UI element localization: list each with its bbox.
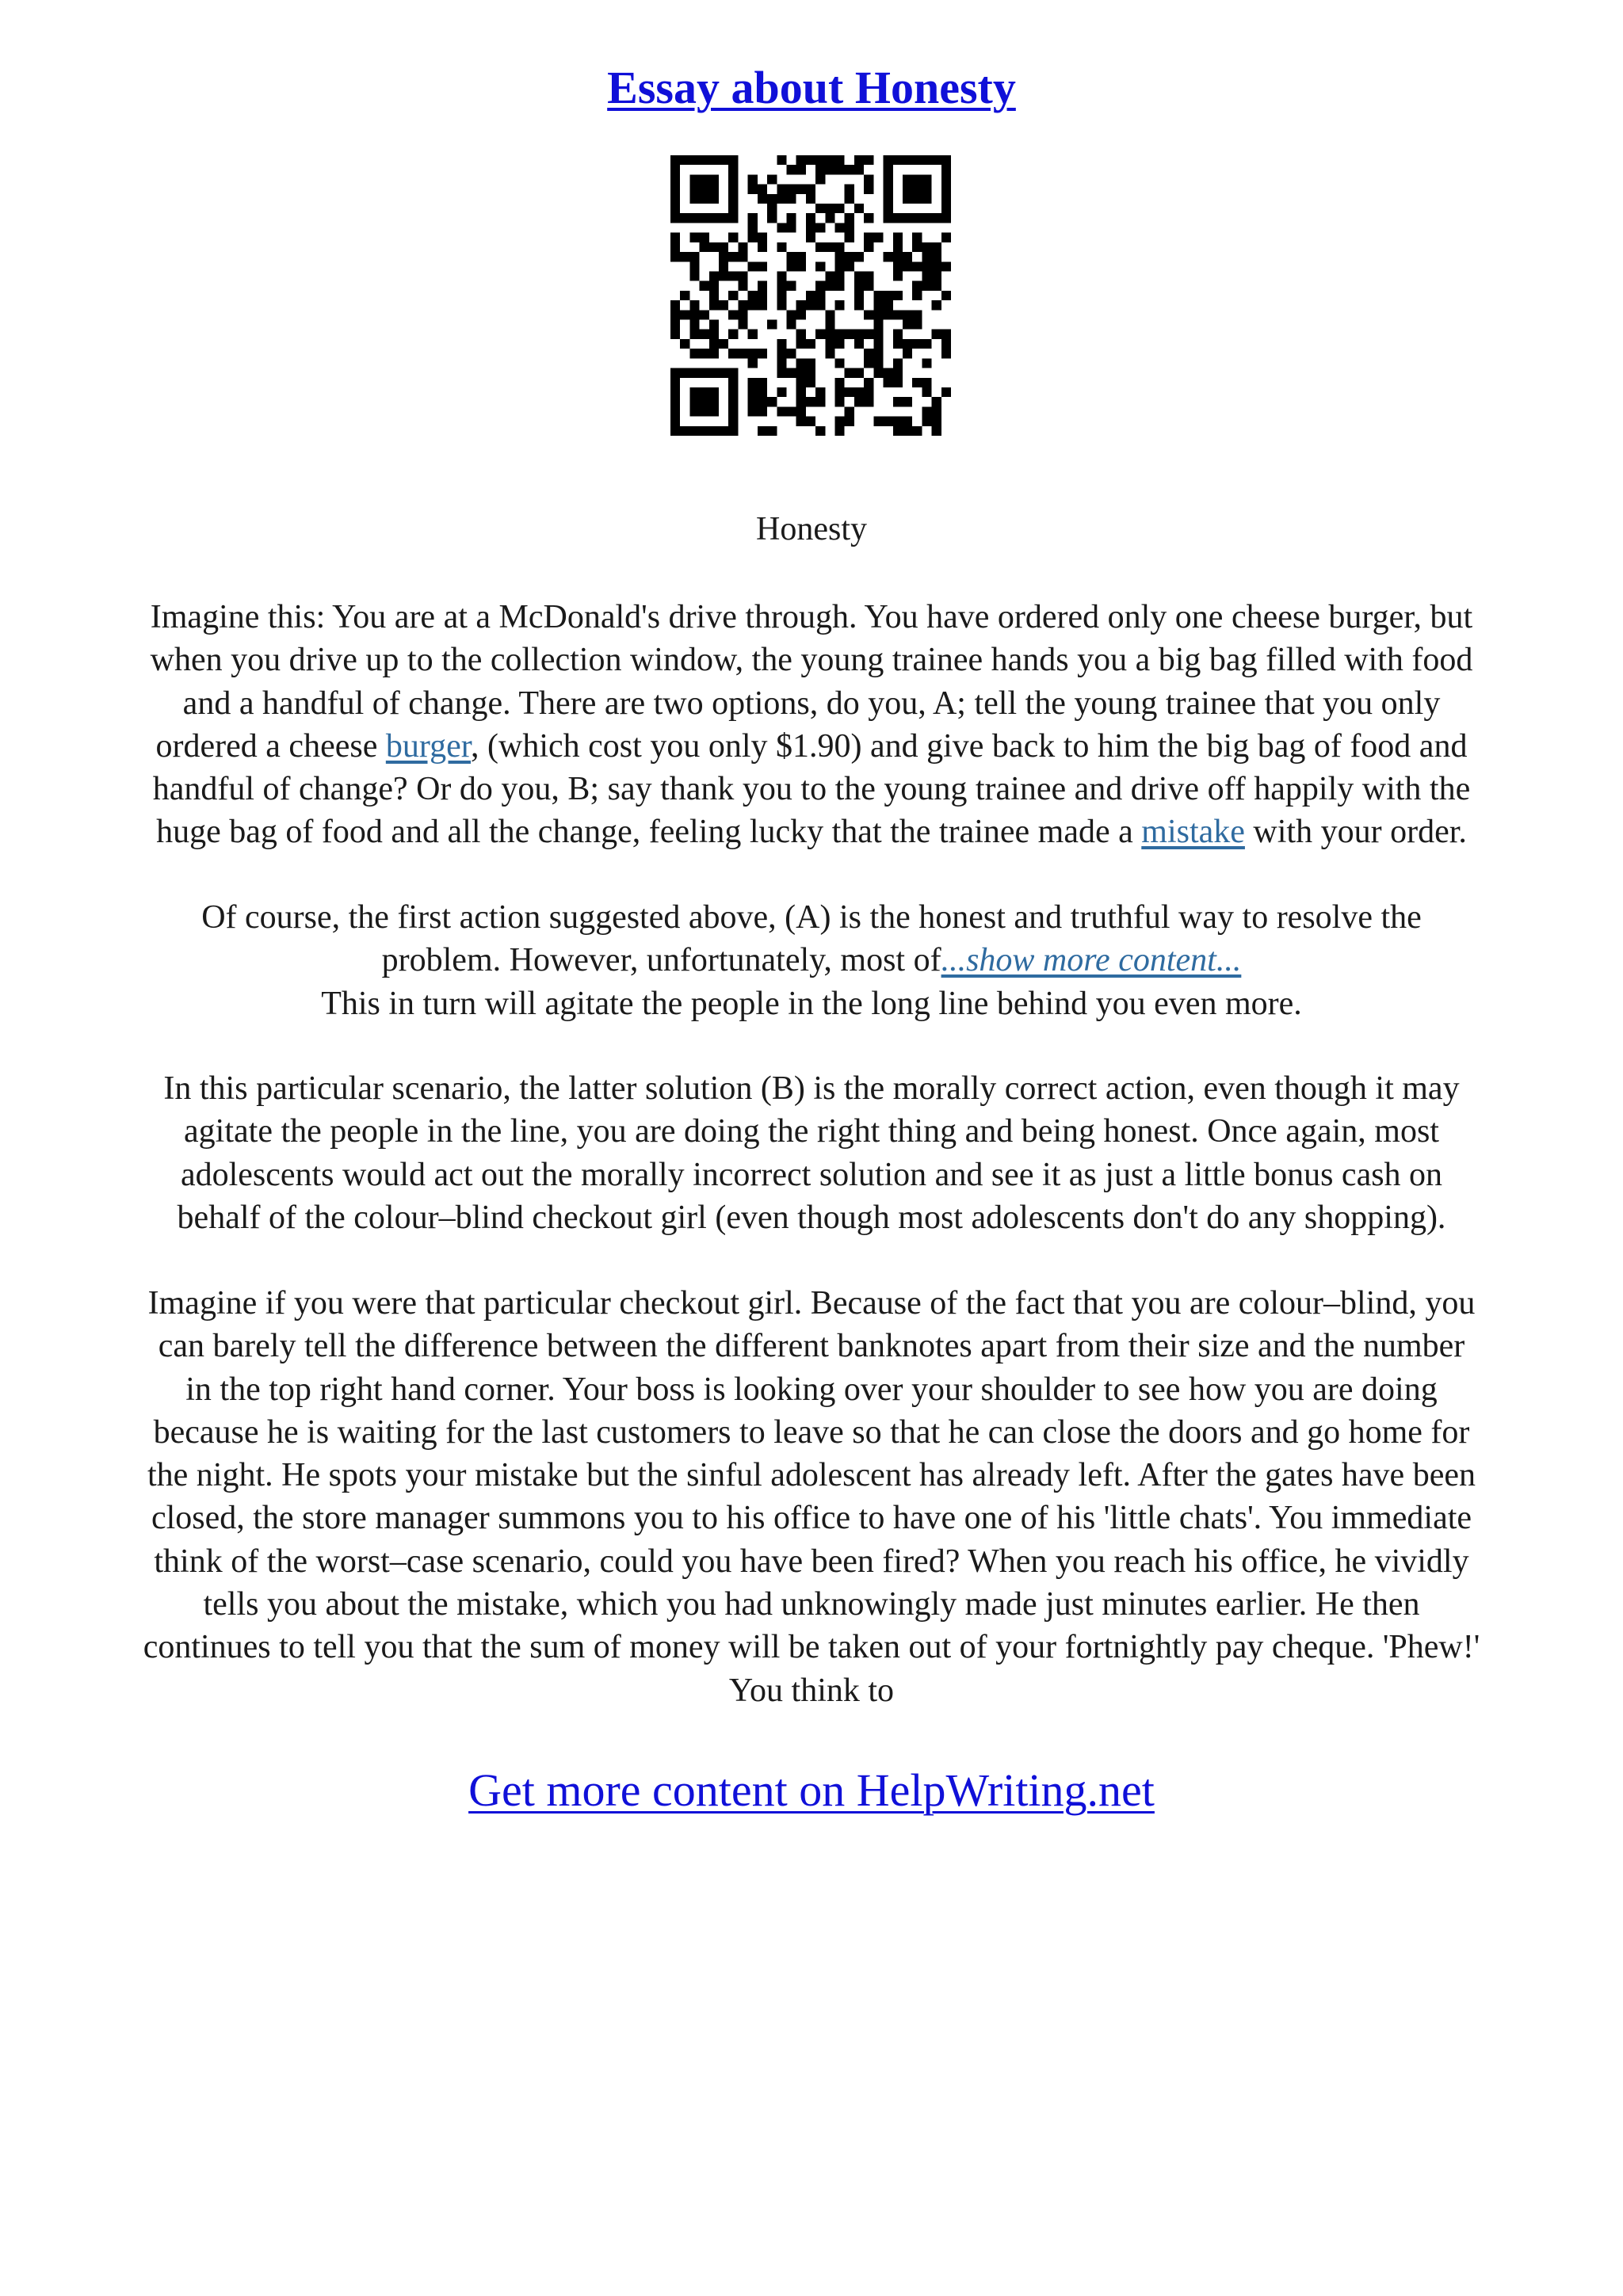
paragraph-line: closed, the store manager summons you to his office to have one of his 'little chats'. You immediate — [151, 1500, 1472, 1537]
paragraph-line: problem. However, unfortunately, most of...show more content... — [381, 942, 1242, 979]
essay-paragraph — [48, 596, 1575, 854]
essay-paragraph — [48, 896, 1575, 1025]
paragraph-line: think of the worst–case scenario, could you have been fired? When you reach his office, he vividly — [154, 1543, 1469, 1580]
paragraph-line: agitate the people in the line, you are doing the right thing and being honest. Once again, most — [184, 1113, 1439, 1150]
essay-subtitle: Honesty — [756, 511, 867, 547]
paragraph-line: tells you about the mistake, which you had unknowingly made just minutes earlier. He then — [203, 1586, 1420, 1623]
paragraph-line: You think to — [728, 1672, 895, 1709]
paragraph-line: and a handful of change. There are two options, do you, A; tell the young trainee that you only — [182, 685, 1441, 722]
paragraph-line: huge bag of food and all the change, feeling lucky that the trainee made a mistake with your order. — [156, 814, 1467, 851]
paragraph-line: continues to tell you that the sum of money will be taken out of your fortnightly pay cheque. 'Phew!' — [143, 1629, 1480, 1666]
get-more-content-link[interactable]: Get more content on HelpWriting.net — [468, 1764, 1155, 1816]
paragraph-line: when you drive up to the collection window, the young trainee hands you a big bag filled with food — [150, 642, 1473, 679]
paragraph-line: in the top right hand corner. Your boss is looking over your shoulder to see how you are doing — [185, 1371, 1438, 1408]
title-link[interactable]: Essay about Honesty — [607, 62, 1016, 113]
paragraph-line: handful of change? Or do you, B; say thank you to the young trainee and drive off happily with the — [152, 771, 1471, 808]
paragraph-line: In this particular scenario, the latter solution (B) is the morally correct action, even though it may — [163, 1070, 1460, 1107]
paragraph-line: Imagine if you were that particular checkout girl. Because of the fact that you are colour–blind, you — [147, 1285, 1476, 1322]
paragraph-line: This in turn will agitate the people in the long line behind you even more. — [321, 985, 1302, 1022]
paragraph-line: adolescents would act out the morally incorrect solution and see it as just a little bonus cash on — [180, 1156, 1443, 1193]
page-title — [0, 57, 1623, 119]
qr-code-icon — [670, 155, 951, 436]
essay-paragraph — [48, 1067, 1575, 1239]
footer — [0, 1760, 1623, 1821]
show-more-link[interactable]: ...show more content... — [941, 942, 1242, 979]
paragraph-line: Of course, the first action suggested above, (A) is the honest and truthful way to resolve the — [201, 899, 1422, 936]
mistake-link[interactable]: mistake — [1141, 814, 1245, 851]
essay-paragraph — [48, 1282, 1575, 1712]
paragraph-line: can barely tell the difference between the different banknotes apart from their size and the number — [158, 1328, 1465, 1365]
paragraph-line: ordered a cheese burger, (which cost you only $1.90) and give back to him the big bag of food and — [155, 727, 1468, 765]
burger-link[interactable]: burger — [385, 727, 472, 765]
paragraph-line: because he is waiting for the last customers to leave so that he can close the doors and go home for — [153, 1413, 1470, 1451]
paragraph-line: the night. He spots your mistake but the sinful adolescent has already left. After the gates have been — [147, 1457, 1476, 1494]
paragraph-line: Imagine this: You are at a McDonald's drive through. You have ordered only one cheese burger, but — [150, 599, 1473, 635]
paragraph-line: behalf of the colour–blind checkout girl (even though most adolescents don't do any shopping). — [177, 1199, 1446, 1236]
